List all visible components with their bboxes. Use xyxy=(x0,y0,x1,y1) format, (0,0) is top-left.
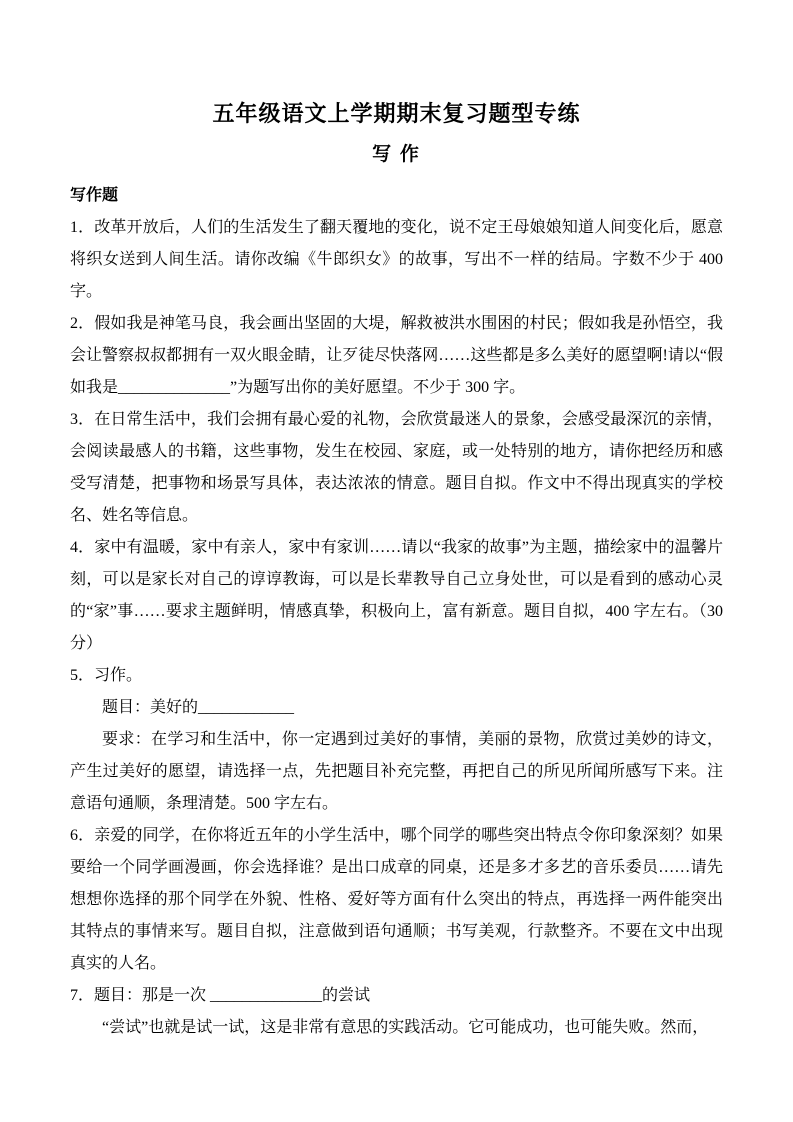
writing-prompt-2: 2．假如我是神笔马良，我会画出坚固的大堤，解救被洪水围困的村民；假如我是孙悟空，我会让警察叔叔都拥有一双火眼金睛，让歹徒尽快落网……这些都是多么美好的愿望啊!请以“假如我是______________”为题写出你的美好愿望。不少于 300 字。 xyxy=(70,315,723,396)
prompt-5-requirements: 要求：在学习和生活中，你一定遇到过美好的事情，美丽的景物，欣赏过美妙的诗文，产生过美好的愿望，请选择一点，先把题目补充完整，再把自己的所见所闻所感写下来。注意语句通顺，条理清楚。500 字左右。 xyxy=(70,731,723,812)
writing-prompt-6: 6．亲爱的同学，在你将近五年的小学生活中，哪个同学的哪些突出特点令你印象深刻？如果要给一个同学画漫画，你会选择谁？是出口成章的同桌，还是多才多艺的音乐委员……请先想想你选择的那个同学在外貌、性格、爱好等方面有什么突出的特点，再选择一两件能突出其特点的事情来写。题目自拟，注意做到语句通顺；书写美观，行款整齐。不要在文中出现真实的人名。 xyxy=(70,827,723,972)
prompt-7-intro: “尝试”也就是试一试，这是非常有意思的实践活动。它可能成功，也可能失败。然而， xyxy=(102,1019,709,1036)
document-subtitle: 写 作 xyxy=(372,144,421,165)
document-title: 五年级语文上学期期末复习题型专练 xyxy=(212,101,581,126)
writing-prompt-1: 1．改革开放后，人们的生活发生了翻天覆地的变化，说不定王母娘娘知道人间变化后，愿意将织女送到人间生活。请你改编《牛郎织女》的故事，写出不一样的结局。字数不少于 400 字。 xyxy=(70,219,723,300)
writing-prompt-4: 4．家中有温暖，家中有亲人，家中有家训……请以“我家的故事”为主题，描绘家中的温馨片刻，可以是家长对自己的谆谆教诲，可以是长辈教导自己立身处世，可以是看到的感动心灵的“家”事……要求主题鲜明，情感真挚，积极向上，富有新意。题目自拟，400 字左右。（30分） xyxy=(70,539,723,652)
writing-prompt-3: 3．在日常生活中，我们会拥有最心爱的礼物，会欣赏最迷人的景象，会感受最深沉的亲情，会阅读最感人的书籍，这些事物，发生在校园、家庭，或一处特别的地方，请你把经历和感受写清楚，把事物和场景写具体，表达浓浓的情意。题目自拟。作文中不得出现真实的学校名、姓名等信息。 xyxy=(70,411,723,524)
writing-prompt-5: 5．习作。 xyxy=(70,667,143,684)
prompt-5-title-line: 题目：美好的____________ xyxy=(102,699,295,716)
document-body xyxy=(70,180,723,1044)
section-heading: 写作题 xyxy=(70,187,119,204)
prompt-7-title-line: 7．题目：那是一次 ______________的尝试 xyxy=(70,987,371,1004)
